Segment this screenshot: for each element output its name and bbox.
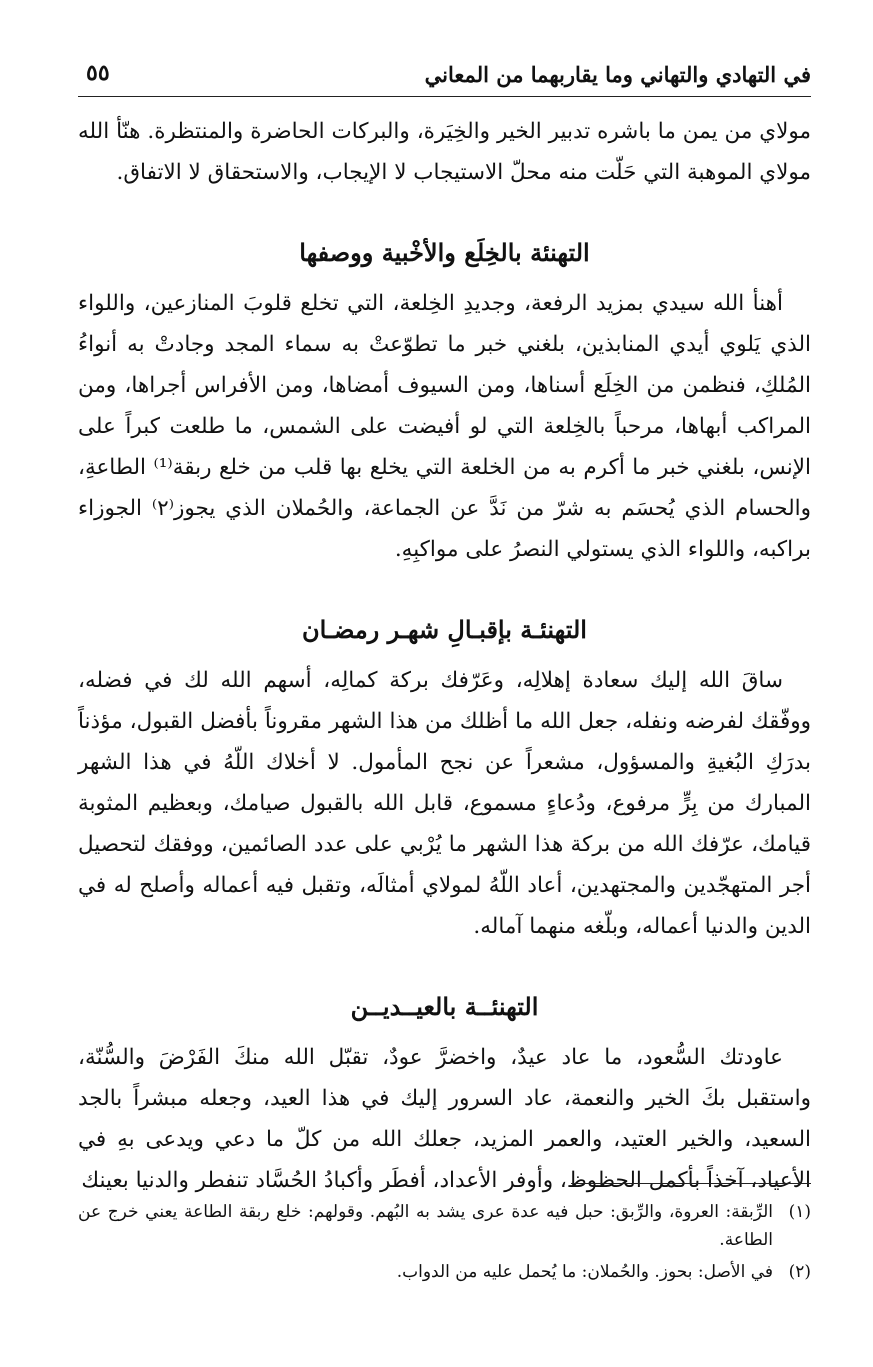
section-heading-robes: التهنئة بالخِلَع والأخْبية ووصفها	[299, 238, 590, 267]
section-heading-ramadan: التهنئـة بإقبـالِ شهـر رمضـان	[302, 615, 587, 644]
running-header	[78, 56, 811, 97]
footnote-text: في الأصل: بحوز. والحُملان: ما يُحمل عليه من الدواب.	[396, 1262, 773, 1282]
footnote-number: (١)	[788, 1202, 811, 1222]
page-number: ٥٥	[86, 60, 110, 86]
section-text-robes: أهنأ الله سيدي بمزيد الرفعة، وجديدِ الخِلعة، التي تخلع قلوبَ المنازعين، واللواء الذي يَلوي أيدي المنابذين، بلغني خبر ما تطوّعتْ به سماء المجد وجادتْ به أنواءُ المُلكِ، فنظمن من الخِلَع أسناها، ومن السيوف أمضاها، ومن الأفراس أجراها، ومن المراكب أبهاها، مرحباً بالخِلعة التي لو أفيضت على الشمس، ما طلعت كبراً على الإنس، بلغني خبر ما أكرم به من الخلعة التي يخلع بها قلب من خلع ربقة⁽¹⁾ الطاعةِ، والحسام الذي يُحسَم به شرّ من نَدَّ عن الجماعة، والحُملان الذي يجوز⁽٢⁾ الجوزاء براكبه، واللواء الذي يستولي النصرُ على مواكبِهِ.	[78, 291, 812, 562]
section-text-eids: عاودتك السُّعود، ما عاد عيدٌ، واخضرَّ عودٌ، تقبّل الله منكَ الفَرْضَ والسُّنّة، واستقبل بكَ الخير والنعمة، عاد السرور إليك في هذا العيد، وجعله مبشراً بالجد السعيد، والخير العتيد، والعمر المزيد، جعلك الله من كلّ ما دعي ويدعى بهِ في الأعياد، آخذاً بأكمل الحظوظ، وأوفر الأعداد، أفطَر وأكبادُ الحُسَّاد تنفطر والدنيا بعينك	[78, 1045, 811, 1193]
footnote-divider	[571, 1183, 811, 1184]
section-heading-eids: التهنئــة بالعيــديــن	[350, 992, 539, 1021]
footnotes	[78, 1183, 811, 1290]
footnote-2	[78, 1258, 811, 1286]
intro-paragraph: مولاي من يمن ما باشره تدبير الخير والخِيَرة، والبركات الحاضرة والمنتظرة. هنّأ الله مولاي الموهبة التي حَلّت منه محلّ الاستيجاب لا الإيجاب، والاستحقاق لا الاتفاق.	[78, 119, 811, 185]
section-text-ramadan: ساقَ الله إليك سعادة إهلالِه، وعَرّفك بركة كمالِه، أسهم الله لك في فضله، ووفّقك لفرضه ونفله، جعل الله ما أظلك من هذا الشهر مقروناً بأفضل القبول، مؤذناً بدرَكِ البُغيةِ والمسؤول، مشعراً عن نجح المأمول. لا أخلاك اللّهُ في هذا الشهر المبارك من بِرٍّ مرفوع، ودُعاءٍ مسموع، قابل الله بالقبول صيامك، وبعظيم المثوبة قيامك، عرّفك الله من بركة هذا الشهر ما يُرْبي على عدد الصائمين، ووفقك لتحصيل أجر المتهجّدين والمجتهدين، أعاد اللّهُ لمولاي أمثالَه، وتقبل فيه أعماله وأصلح له في الدين والدنيا أعماله، وبلّغه منهما آماله.	[78, 668, 811, 939]
footnote-text: الرِّبقة: العروة، والرِّبق: حبل فيه عدة عرى يشد به البُهم. وقولهم: خلع ربقة الطاعة يعني خرج عن الطاعة.	[78, 1202, 773, 1250]
running-title: في التهادي والتهاني وما يقاربهما من المعاني	[424, 62, 811, 87]
footnote-1	[78, 1198, 811, 1254]
footnote-number: (٢)	[788, 1262, 811, 1282]
